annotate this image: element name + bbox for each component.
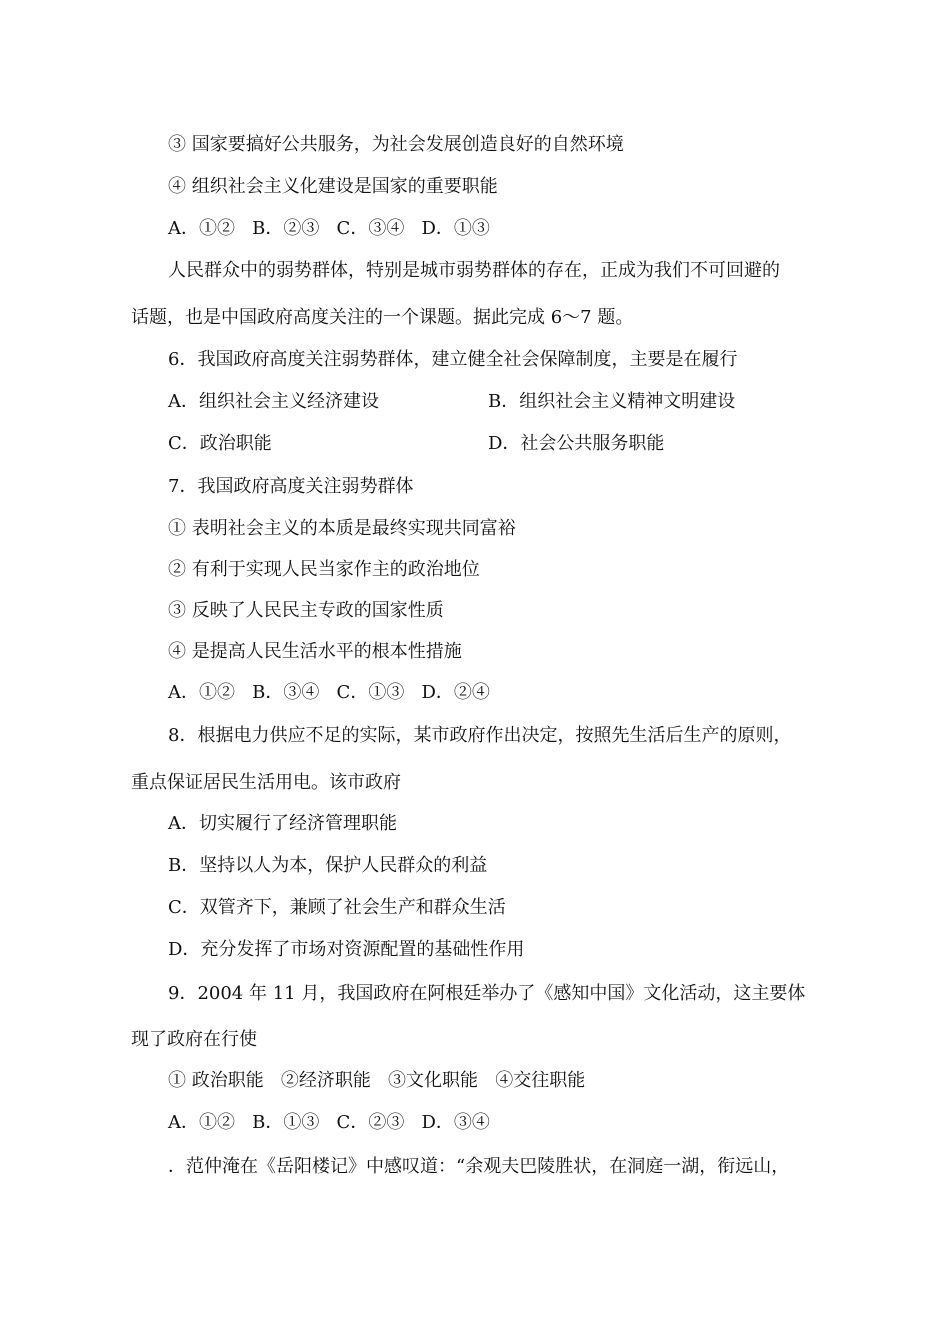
- question-7-statement-1: ① 表明社会主义的本质是最终实现共同富裕: [168, 518, 516, 539]
- question-7-statement-2: ② 有利于实现人民当家作主的政治地位: [168, 559, 480, 580]
- question-8-option-a: A．切实履行了经济管理职能: [168, 813, 397, 834]
- question-8-option-c: C．双管齐下，兼顾了社会生产和群众生活: [168, 897, 506, 918]
- option-4-statement: ④ 组织社会主义化建设是国家的重要职能: [168, 176, 498, 197]
- passage-line-2: 话题，也是中国政府高度关注的一个课题。据此完成 6～7 题。: [131, 307, 634, 328]
- question-9-statements: ① 政治职能 ②经济职能 ③文化职能 ④交往职能: [168, 1070, 586, 1091]
- question-8-option-b: B．坚持以人为本，保护人民群众的利益: [168, 855, 488, 876]
- question-7-stem: 7．我国政府高度关注弱势群体: [168, 476, 414, 497]
- answer-choices-q7: A．①② B．③④ C．①③ D．②④: [168, 682, 490, 703]
- question-8-option-d: D．充分发挥了市场对资源配置的基础性作用: [168, 939, 525, 960]
- question-7-statement-3: ③ 反映了人民民主专政的国家性质: [168, 600, 444, 621]
- question-7-statement-4: ④ 是提高人民生活水平的根本性措施: [168, 641, 462, 662]
- question-6-option-a: A．组织社会主义经济建设: [168, 391, 379, 412]
- passage-line-1: 人民群众中的弱势群体，特别是城市弱势群体的存在，正成为我们不可回避的: [168, 260, 780, 281]
- question-9-stem-line-1: 9．2004 年 11 月，我国政府在阿根廷举办了《感知中国》文化活动，这主要体: [168, 983, 806, 1004]
- question-6-option-d: D．社会公共服务职能: [488, 433, 665, 454]
- question-9-stem-line-2: 现了政府在行使: [131, 1029, 257, 1050]
- answer-choices-q9: A．①② B．①③ C．②③ D．③④: [168, 1112, 490, 1133]
- question-8-stem-line-2: 重点保证居民生活用电。该市政府: [131, 772, 401, 793]
- question-6-option-b: B．组织社会主义精神文明建设: [488, 391, 736, 412]
- question-10-stem-line-1: ．范仲淹在《岳阳楼记》中感叹道：“余观夫巴陵胜状，在洞庭一湖，衔远山，: [168, 1156, 790, 1177]
- question-6-option-c: C．政治职能: [168, 433, 272, 454]
- option-3-statement: ③ 国家要搞好公共服务，为社会发展创造良好的自然环境: [168, 134, 624, 155]
- answer-choices-q5: A．①② B．②③ C．③④ D．①③: [168, 218, 490, 239]
- question-8-stem-line-1: 8．根据电力供应不足的实际，某市政府作出决定，按照先生活后生产的原则，: [168, 725, 792, 746]
- question-6-stem: 6．我国政府高度关注弱势群体，建立健全社会保障制度，主要是在履行: [168, 349, 738, 370]
